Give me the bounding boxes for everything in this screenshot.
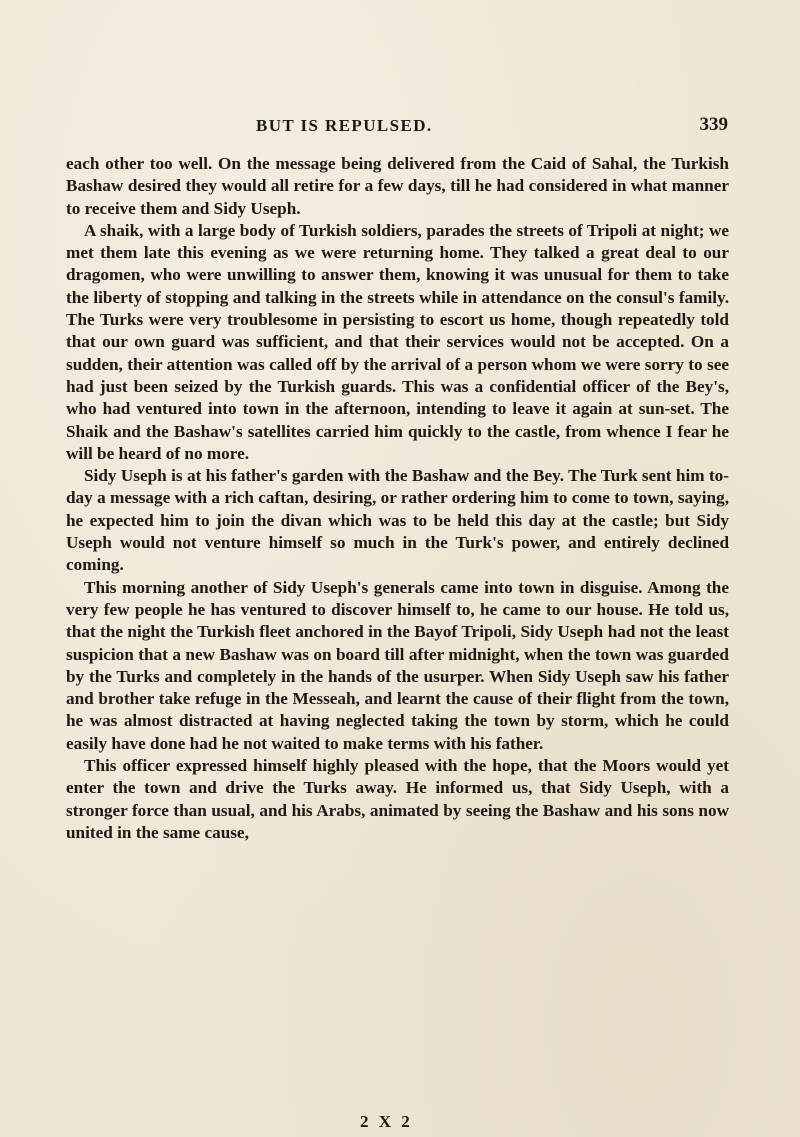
paragraph-continued: each other too well. On the message being delivered from the Caid of Sahal, the Turkish Bashaw desired they would all retire for a few days, till he had considered in what manner to receive them and Sidy Useph. xyxy=(66,154,729,218)
body-text xyxy=(66,153,729,844)
running-head: BUT IS REPULSED. xyxy=(256,116,433,135)
paragraph: This morning another of Sidy Useph's generals came into town in disguise. Among the very few people he has ventured to discover himself to, he came to our house. He told us, that the night the Turkish fleet anchored in the Bayof Tripoli, Sidy Useph had not the least suspicion that a new Bashaw was on board till after midnight, when the town was guarded by the Turks and completely in the hands of the usurper. When Sidy Useph saw his father and brother take refuge in the Messeah, and learnt the cause of their flight from the town, he was almost distracted at having neglected taking the town by storm, which he could easily have done had he not waited to make terms with his father. xyxy=(66,577,729,753)
page-header xyxy=(66,116,728,142)
signature-mark: 2 X 2 xyxy=(360,1112,413,1131)
paragraph: This officer expressed himself highly pleased with the hope, that the Moors would yet enter the town and drive the Turks away. He informed us, that Sidy Useph, with a stronger force than usual, and his Arabs, animated by seeing the Bashaw and his sons now united in the same cause, xyxy=(66,756,729,842)
paragraph: A shaik, with a large body of Turkish soldiers, parades the streets of Tripoli at night; we met them late this evening as we were returning home. They talked a great deal to our dragomen, who were unwilling to answer them, knowing it was unusual for them to take the liberty of stopping and talking in the streets while in attendance on the consul's family. The Turks were very troublesome in persisting to escort us home, though repeatedly told that our own guard was sufficient, and that their services would not be accepted. On a sudden, their attention was called off by the arrival of a person whom we were sorry to see had just been seized by the Turkish guards. This was a confidential officer of the Bey's, who had ventured into town in the afternoon, intending to leave it again at sun-set. The Shaik and the Bashaw's satellites carried him quickly to the castle, from whence I fear he will be heard of no more. xyxy=(66,220,729,463)
page-number: 339 xyxy=(699,114,728,135)
paragraph: Sidy Useph is at his father's garden with the Bashaw and the Bey. The Turk sent him to-day a message with a rich caftan, desiring, or rather ordering him to come to town, saying, he expected him to join the divan which was to be held this day at the castle; but Sidy Useph would not venture himself so much in the Turk's power, and entirely declined coming. xyxy=(66,466,729,575)
